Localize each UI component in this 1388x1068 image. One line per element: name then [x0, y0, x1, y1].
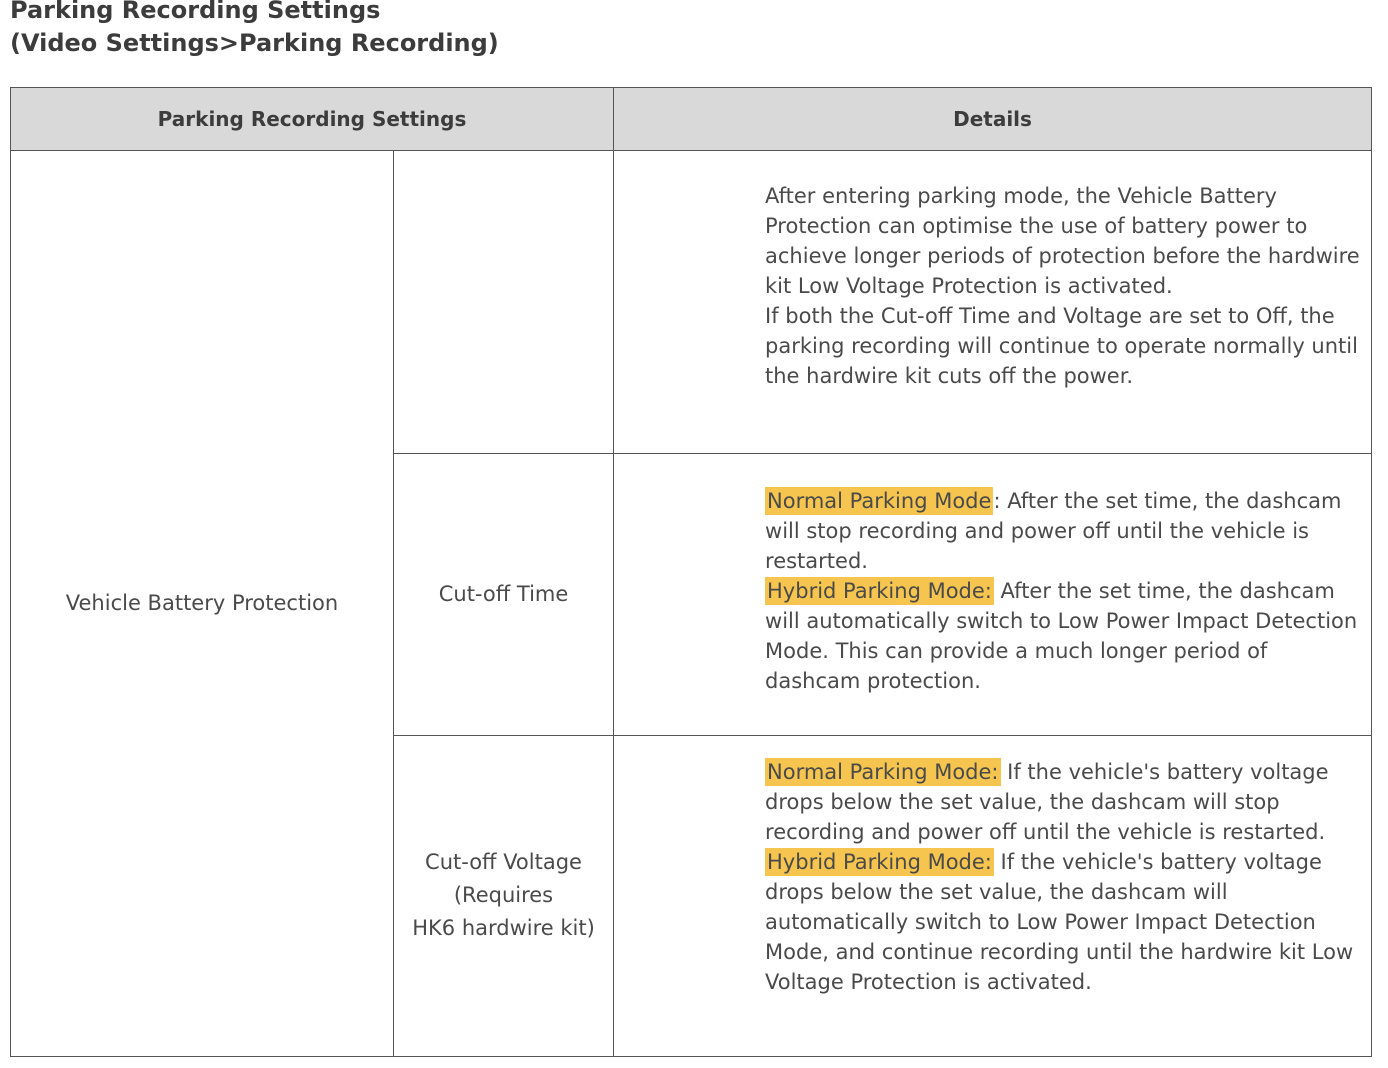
details-text: After entering parking mode, the Vehicle Battery Protection can optimise the use of battery power to achieve longer periods of protection before the hardwire kit Low Voltage Protection is activated.	[765, 184, 1360, 298]
cut-off-voltage-cell	[394, 735, 614, 1056]
details-paragraph	[765, 486, 1363, 576]
header-details: Details	[614, 88, 1372, 151]
details-paragraph	[765, 576, 1363, 696]
page-title-line-2: (Video Settings>Parking Recording)	[10, 29, 499, 57]
table-header-row	[11, 88, 1372, 151]
details-cell	[614, 454, 1372, 735]
cut-off-time-label: Cut-off Time	[438, 581, 569, 606]
cut-off-voltage-label-line: Cut-off Voltage	[425, 850, 582, 875]
details-text: If the vehicle's battery voltage drops below the set value, the dashcam will stop recording and power off until the vehicle is restarted.	[765, 759, 1329, 844]
header-settings: Parking Recording Settings	[11, 88, 614, 151]
details-paragraph	[765, 847, 1363, 997]
details-cell	[614, 735, 1372, 1056]
cut-off-voltage-label-line: HK6 hardwire kit)	[412, 916, 595, 941]
mode-highlight: Normal Parking Mode:	[767, 759, 999, 784]
details-text: If both the Cut-off Time and Voltage are set to Off, the parking recording will continue to operate normally until the hardwire kit cuts off the power.	[765, 304, 1358, 388]
cut-off-time-cell	[394, 454, 614, 735]
mode-highlight: Hybrid Parking Mode:	[767, 579, 992, 604]
page-title	[10, 0, 499, 60]
vehicle-battery-protection-label: Vehicle Battery Protection	[65, 591, 339, 615]
parking-recording-settings-table	[10, 87, 1372, 1057]
details-cell	[614, 151, 1372, 454]
mode-highlight: Hybrid Parking Mode:	[767, 849, 992, 874]
details-text: If the vehicle's battery voltage drops below the set value, the dashcam will automatically switch to Low Power Impact Detection Mode, and continue recording until the hardwire kit Low Voltage Protection is activated.	[765, 849, 1354, 994]
sub-setting-cell-empty	[394, 151, 614, 454]
details-text: : After the set time, the dashcam will stop recording and power off until the vehicle is restarted.	[765, 489, 1342, 574]
mode-highlight: Normal Parking Mode	[767, 489, 992, 514]
table-row	[11, 151, 1372, 454]
details-paragraph	[765, 181, 1363, 301]
vehicle-battery-protection-cell	[11, 151, 394, 1057]
details-text: After the set time, the dashcam will automatically switch to Low Power Impact Detection Mode. This can provide a much longer period of dashcam protection.	[765, 579, 1358, 694]
details-paragraph	[765, 757, 1363, 847]
details-paragraph	[765, 301, 1363, 391]
page-title-line-1: Parking Recording Settings	[10, 0, 381, 24]
cut-off-voltage-label-line: (Requires	[453, 883, 554, 908]
